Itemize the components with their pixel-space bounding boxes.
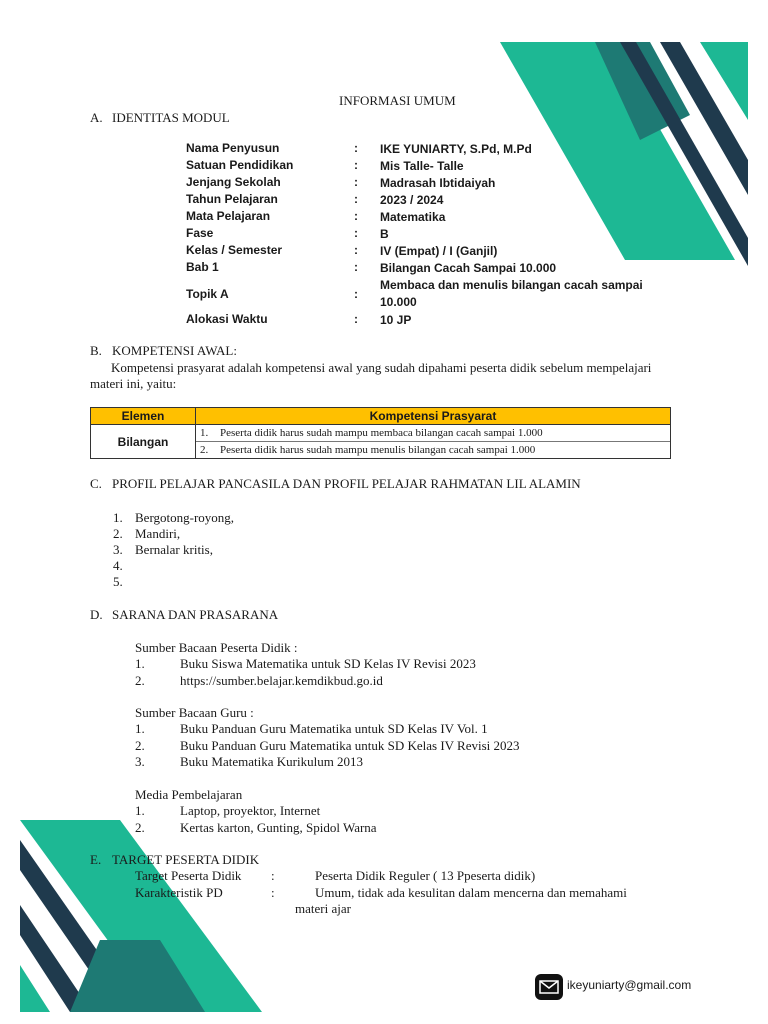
identity-colon: : — [354, 287, 358, 301]
competency-item — [196, 442, 670, 458]
identity-label: Satuan Pendidikan — [186, 158, 294, 172]
document-title: INFORMASI UMUM — [339, 93, 456, 108]
competency-item-text: Peserta didik harus sudah mampu menulis bilangan cacah sampai 1.000 — [220, 444, 536, 456]
target-label: Target Peserta Didik — [135, 868, 242, 883]
section-d-title: SARANA DAN PRASARANA — [112, 607, 279, 622]
section-c-title: PROFIL PELAJAR PANCASILA DAN PROFIL PELAJAR RAHMATAN LIL ALAMIN — [112, 476, 581, 491]
characteristics-value-line-1: Umum, tidak ada kesulitan dalam mencerna dan memahami — [315, 885, 627, 900]
identity-value: Matematika — [380, 210, 446, 224]
section-b-paragraph-line-2: materi ini, yaitu: — [90, 376, 177, 391]
list-item-number: 3. — [113, 542, 123, 557]
list-item-number: 5. — [113, 574, 123, 589]
media-heading: Media Pembelajaran — [135, 787, 243, 802]
list-item — [135, 754, 364, 770]
competency-cell — [196, 425, 671, 459]
section-e-letter: E. — [90, 852, 102, 867]
column-header-kompetensi: Kompetensi Prasyarat — [196, 408, 671, 425]
list-item-text: Mandiri, — [135, 526, 181, 541]
identity-colon: : — [354, 260, 358, 274]
identity-colon: : — [354, 192, 358, 206]
competency-item — [196, 425, 670, 442]
list-item — [135, 738, 520, 754]
identity-colon: : — [354, 209, 358, 223]
list-item-number: 2. — [113, 526, 123, 541]
competency-item-number: 2. — [200, 444, 209, 456]
table-row — [91, 425, 671, 459]
identity-value: 10 JP — [380, 313, 412, 327]
identity-value: Membaca dan menulis bilangan cacah sampai 10.000 — [380, 278, 643, 309]
identity-label: Alokasi Waktu — [186, 312, 268, 326]
identity-label: Kelas / Semester — [186, 243, 283, 257]
identity-label: Bab 1 — [186, 260, 219, 274]
characteristics-label: Karakteristik PD — [135, 885, 223, 900]
characteristics-colon: : — [271, 885, 275, 900]
identity-label: Mata Pelajaran — [186, 209, 271, 223]
identity-value: Bilangan Cacah Sampai 10.000 — [380, 261, 557, 275]
identity-label: Tahun Pelajaran — [186, 192, 278, 206]
list-item-text: Kertas karton, Gunting, Spidol Warna — [180, 820, 377, 835]
section-e-title: TARGET PESERTA DIDIK — [112, 852, 260, 867]
list-item-number: 4. — [113, 558, 123, 573]
identity-label: Jenjang Sekolah — [186, 175, 281, 189]
identity-value: Mis Talle- Talle — [380, 159, 464, 173]
identity-value: B — [380, 227, 389, 241]
element-cell: Bilangan — [91, 425, 196, 459]
list-item-number: 1. — [135, 721, 145, 736]
list-item — [113, 542, 213, 558]
list-item-number: 1. — [135, 656, 145, 671]
identity-colon: : — [354, 312, 358, 326]
competency-item-text: Peserta didik harus sudah mampu membaca bilangan cacah sampai 1.000 — [220, 427, 543, 439]
section-a-title: IDENTITAS MODUL — [112, 110, 230, 125]
list-item — [135, 656, 476, 672]
list-item — [135, 820, 377, 836]
identity-colon: : — [354, 175, 358, 189]
competency-item-number: 1. — [200, 427, 209, 439]
list-item-number: 2. — [135, 673, 145, 688]
list-item-text: Buku Matematika Kurikulum 2013 — [180, 754, 364, 769]
list-item — [135, 803, 321, 819]
list-item-number: 3. — [135, 754, 145, 769]
target-colon: : — [271, 868, 275, 883]
list-item-text: Buku Panduan Guru Matematika untuk SD Kelas IV Vol. 1 — [180, 721, 488, 736]
list-item-text: Laptop, proyektor, Internet — [180, 803, 321, 818]
list-item — [135, 721, 488, 737]
student-resources-heading: Sumber Bacaan Peserta Didik : — [135, 640, 298, 655]
competency-table — [90, 407, 671, 459]
list-item — [113, 574, 123, 590]
list-item-number: 1. — [113, 510, 123, 525]
list-item-text: https://sumber.belajar.kemdikbud.go.id — [180, 673, 383, 688]
section-a-letter: A. — [90, 110, 103, 125]
section-b-title: KOMPETENSI AWAL: — [112, 343, 237, 358]
target-value: Peserta Didik Reguler ( 13 Ppeserta didik) — [315, 868, 536, 883]
list-item-number: 2. — [135, 820, 145, 835]
footer-email[interactable]: ikeyuniarty@gmail.com — [567, 978, 692, 992]
identity-colon: : — [354, 226, 358, 240]
identity-colon: : — [354, 158, 358, 172]
characteristics-value-line-2: materi ajar — [295, 901, 351, 916]
identity-label: Fase — [186, 226, 214, 240]
identity-label: Nama Penyusun — [186, 141, 280, 155]
section-b-paragraph-line-1: Kompetensi prasyarat adalah kompetensi awal yang sudah dipahami peserta didik sebelum mempelajari — [111, 360, 652, 375]
mail-icon — [535, 974, 563, 1000]
list-item — [113, 526, 181, 542]
list-item-number: 1. — [135, 803, 145, 818]
identity-colon: : — [354, 141, 358, 155]
teacher-resources-heading: Sumber Bacaan Guru : — [135, 705, 254, 720]
identity-label: Topik A — [186, 287, 229, 301]
section-c-letter: C. — [90, 476, 102, 491]
list-item — [135, 673, 383, 689]
list-item-text: Buku Panduan Guru Matematika untuk SD Kelas IV Revisi 2023 — [180, 738, 520, 753]
identity-value: Madrasah Ibtidaiyah — [380, 176, 496, 190]
identity-value: IKE YUNIARTY, S.Pd, M.Pd — [380, 142, 532, 156]
identity-value: IV (Empat) / I (Ganjil) — [380, 244, 498, 258]
competency-table-header — [91, 408, 671, 425]
list-item — [113, 558, 123, 574]
section-b-letter: B. — [90, 343, 102, 358]
list-item-text: Buku Siswa Matematika untuk SD Kelas IV Revisi 2023 — [180, 656, 476, 671]
section-d-letter: D. — [90, 607, 103, 622]
list-item-text: Bernalar kritis, — [135, 542, 213, 557]
column-header-elemen: Elemen — [91, 408, 196, 425]
list-item — [113, 510, 235, 526]
list-item-number: 2. — [135, 738, 145, 753]
identity-colon: : — [354, 243, 358, 257]
identity-value: 2023 / 2024 — [380, 193, 444, 207]
list-item-text: Bergotong-royong, — [135, 510, 235, 525]
